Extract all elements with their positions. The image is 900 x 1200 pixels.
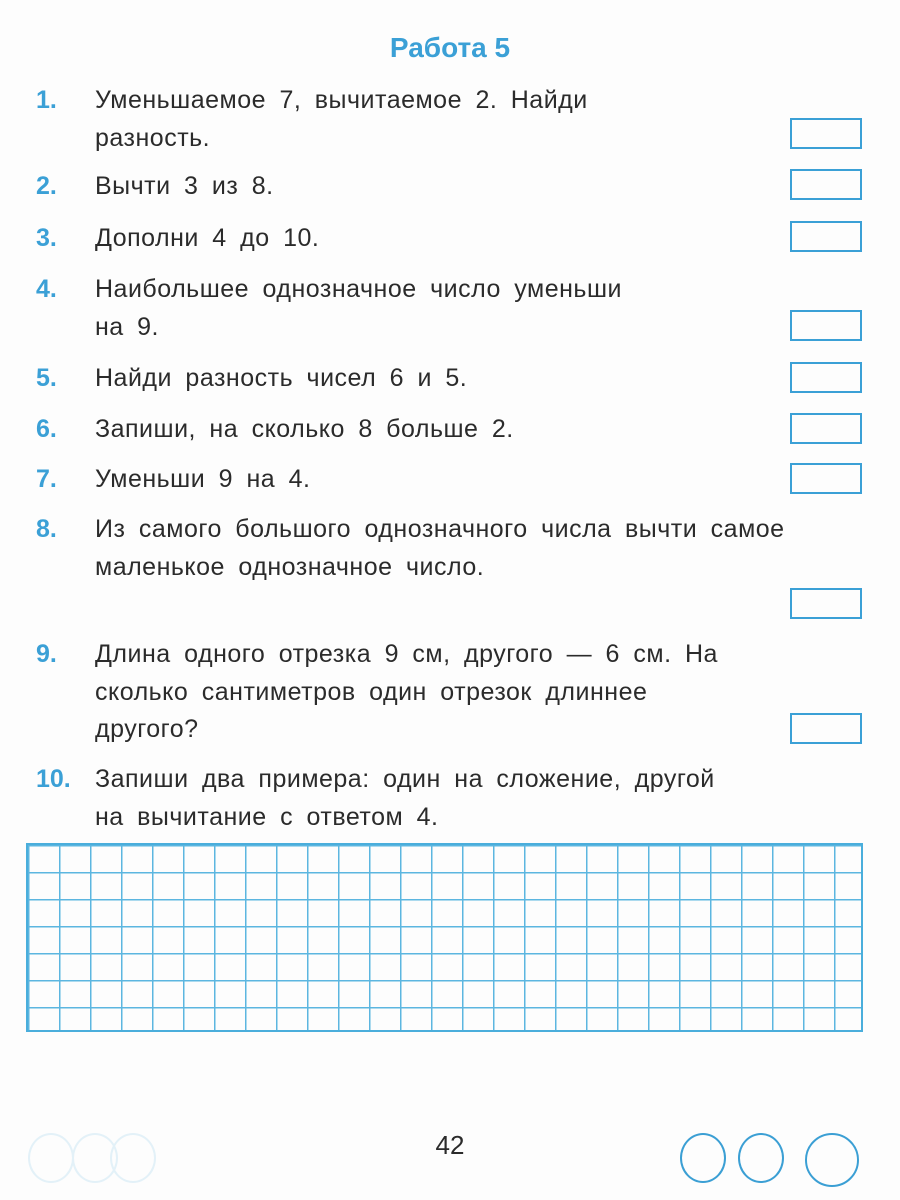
- task-2: [36, 168, 776, 206]
- faded-circle: [110, 1133, 156, 1183]
- task-1: [36, 82, 636, 157]
- task-number: 6.: [36, 415, 57, 443]
- answer-box-8[interactable]: [790, 588, 862, 619]
- task-text: Найди разность чисел 6 и 5.: [95, 364, 468, 392]
- task-text: Уменьши 9 на 4.: [95, 465, 311, 493]
- task-text: Вычти 3 из 8.: [95, 172, 274, 200]
- task-number: 9.: [36, 640, 57, 668]
- task-7: [36, 461, 776, 499]
- task-3: [36, 220, 776, 258]
- task-text: Запиши два примера: один на сложение, другой на вычитание с ответом 4.: [95, 765, 715, 831]
- self-assessment-circle[interactable]: [680, 1133, 726, 1183]
- task-number: 4.: [36, 275, 57, 303]
- task-9: [36, 636, 756, 749]
- answer-box-3[interactable]: [790, 221, 862, 252]
- task-10: [36, 761, 756, 836]
- task-text: Длина одного отрезка 9 см, другого — 6 см. На сколько сантиметров один отрезок длиннее другого?: [95, 640, 718, 743]
- answer-box-4[interactable]: [790, 310, 862, 341]
- task-text: Дополни 4 до 10.: [95, 224, 320, 252]
- task-text: Наибольшее однозначное число уменьши на 9.: [95, 275, 622, 341]
- answer-box-1[interactable]: [790, 118, 862, 149]
- task-number: 3.: [36, 224, 57, 252]
- task-text: Запиши, на сколько 8 больше 2.: [95, 415, 514, 443]
- task-text: Из самого большого однозначного числа вычти самое маленькое однозначное число.: [95, 515, 785, 581]
- answer-box-2[interactable]: [790, 169, 862, 200]
- task-number: 7.: [36, 465, 57, 493]
- self-assessment-circle[interactable]: [738, 1133, 784, 1183]
- answer-box-6[interactable]: [790, 413, 862, 444]
- task-number: 8.: [36, 515, 57, 543]
- task-number: 2.: [36, 172, 57, 200]
- page-number: 42: [435, 1130, 465, 1160]
- squared-answer-grid[interactable]: [26, 843, 863, 1032]
- task-number: 5.: [36, 364, 57, 392]
- answer-box-7[interactable]: [790, 463, 862, 494]
- task-4: [36, 271, 656, 346]
- task-6: [36, 411, 776, 449]
- page-title: Работа 5: [389, 32, 511, 63]
- task-number: 10.: [36, 765, 71, 793]
- task-number: 1.: [36, 86, 57, 114]
- task-5: [36, 360, 776, 398]
- answer-box-9[interactable]: [790, 713, 862, 744]
- faded-circle: [28, 1133, 74, 1183]
- task-text: Уменьшаемое 7, вычитаемое 2. Найди разность.: [95, 86, 588, 152]
- answer-box-5[interactable]: [790, 362, 862, 393]
- task-8: [36, 511, 806, 586]
- self-assessment-circle[interactable]: [805, 1133, 859, 1187]
